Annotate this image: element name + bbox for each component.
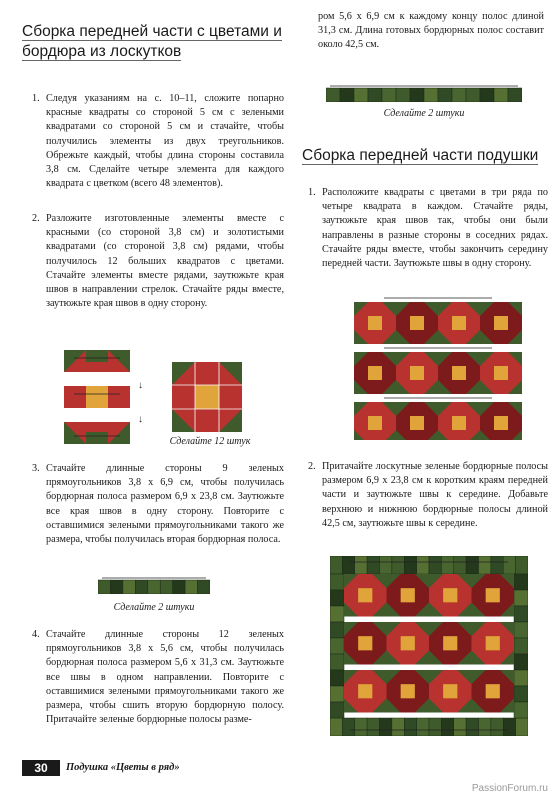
right-continuation [318,10,544,60]
heading-text: Сборка передней части подушки [302,147,539,164]
right-step-1 [308,186,548,298]
step-text: Стачайте длинные стороны 12 зеленых прямоугольников 3,8 x 5,6 см, чтобы получилась бордюрная полоса размером 5,6 x 31,3 см. Заутюжьте все швы в одном направлении. Повторите с оставшимися зелеными прямоугольниками такого же размера, чтобы сшить вторую бордюрную полосу. Притачайте зеленые бордюрные полосы разме- [46,629,284,726]
step-number: 3. [32,463,40,474]
heading-text: Сборка передней части с цветами и бордюра из лоскутков [22,23,282,60]
arrow-down-icon: ↓ [138,380,143,391]
page-number: 30 [22,760,60,776]
step-number: 1. [32,93,40,104]
section-heading-flowers [22,22,284,62]
section-heading-cushion [302,146,548,166]
step-text: Расположите квадраты с цветами в три ряда по четыре квадрата в каждом. Стачайте ряды, заутюжьте края швов так, чтобы они были направлены в разные стороны в соседних рядах. Стачайте ряды вместе, чтобы закончить середину передней части. Заутюжьте швы в одну сторону. [322,187,548,270]
caption-make-2-right: Сделайте 2 штуки [383,108,465,119]
short-border-strip-diagram [98,576,210,594]
step-number: 4. [32,629,40,640]
caption-make-2-left: Сделайте 2 штуки [113,602,195,613]
left-step-4 [32,628,284,740]
long-border-strip-diagram [326,84,522,102]
section-heading-wrap [302,146,548,166]
assembled-cushion-diagram [330,556,528,736]
continuation-text: ром 5,6 x 6,9 см к каждому концу полос длиной 31,3 см. Длина готовых бордюрных полос составит около 42,5 см. [318,11,544,51]
flower-block-diagram [172,362,242,432]
step-text: Стачайте длинные стороны 9 зеленых прямоугольников 3,8 x 6,9 см, чтобы получилась бордюрная полоса размером 6,9 x 23,8 см. Заутюжьте все края швов в одну сторону. Повторите с оставшимися зелеными прямоугольниками такого же размера, чтобы получилась вторая бордюрная полоса. [46,463,284,546]
step-text: Притачайте лоскутные зеленые бордюрные полосы размером 6,9 x 23,8 см к коротким краям передней части и заутюжьте швы к середине. Добавьте верхнюю и нижнюю бордюрные полосы длиной 42,5 см, заутюжьте швы к середине. [322,461,548,529]
footer-title: Подушка «Цветы в ряд» [66,762,180,773]
step-text: Разложите изготовленные элементы вместе с красными (со стороной 3,8 см) и золотистыми квадратами (со стороной 3,8 см) рядами, чтобы получилось 12 больших квадратов с цветами. Стачайте элементы вместе рядами, заутюжьте края швов в направлении стрелок. Стачайте ряды вместе, заутюжьте края швов в одну сторону. [46,213,284,310]
flower-rows-diagram [354,296,522,440]
step-text: Следуя указаниям на с. 10–11, сложите попарно красные квадраты со стороной 5 см с зелеными квадратами со стороной 5 см и стачайте, чтобы получились элементы из двух треугольников. Обрежьте каждый, чтобы длина стороны составила 3,8 см. Сделайте четыре элемента для каждого квадрата с цветком (всего 48 элементов). [46,93,284,190]
left-step-3 [32,462,284,562]
step-number: 2. [308,461,316,472]
flower-block-rows-diagram [64,350,130,446]
step-number: 1. [308,187,316,198]
watermark: PassionForum.ru [471,783,548,794]
left-step-2 [32,212,284,332]
left-step-1 [32,92,284,210]
right-step-2 [308,460,548,550]
step-number: 2. [32,213,40,224]
arrow-down-icon: ↓ [138,414,143,425]
caption-make-12: Сделайте 12 штук [169,436,251,447]
